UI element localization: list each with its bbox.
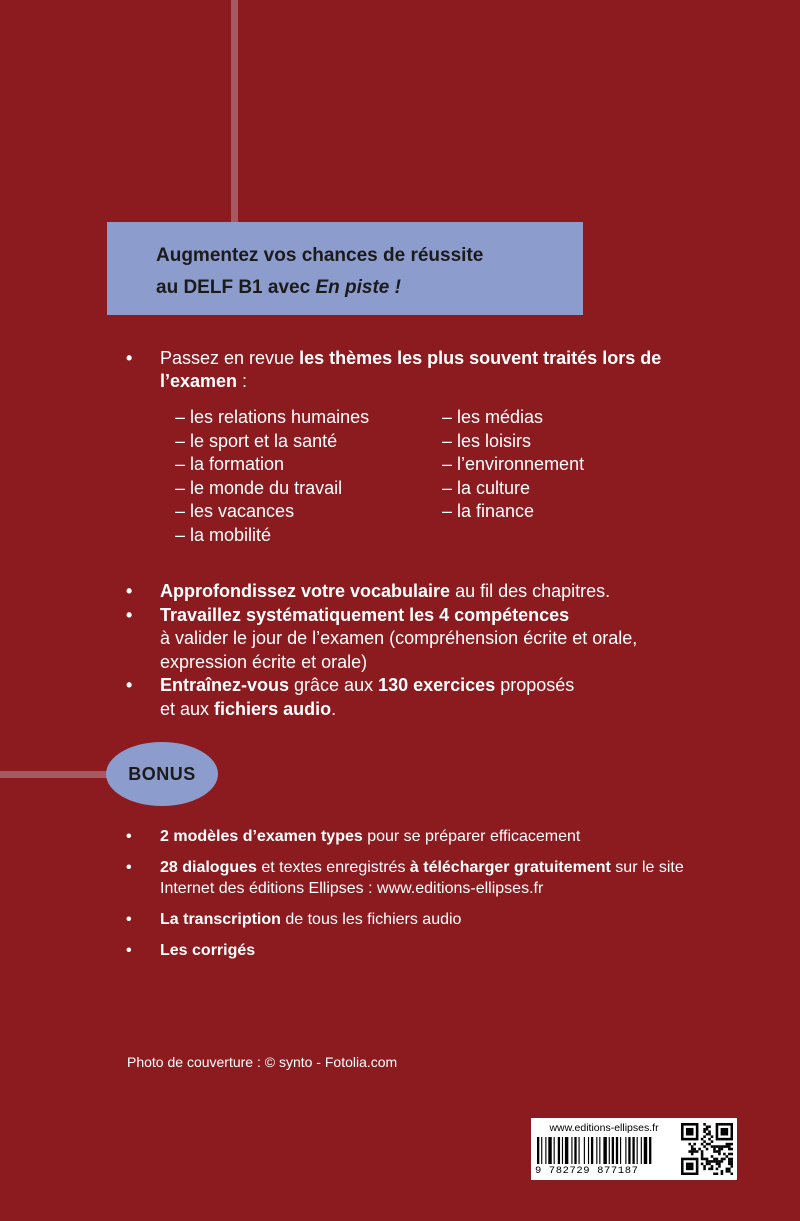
qr-code-icon [681, 1123, 733, 1175]
theme-item: – le monde du travail [175, 477, 343, 498]
theme-item: – la mobilité [175, 524, 272, 545]
theme-item: – le sport et la santé [175, 430, 338, 451]
bonus-label: BONUS [106, 742, 218, 806]
headline [156, 240, 583, 304]
barcode-digits: 9 782729 877187 [535, 1165, 639, 1177]
bonus-dialogues-bold2: à télécharger gratuitement [409, 859, 611, 876]
theme-item: – l’environnement [442, 454, 585, 474]
point-exercises-bold1: Entraînez-vous [160, 675, 290, 695]
photo-credit: Photo de couverture : © synto - Fotolia.com [127, 1054, 398, 1070]
headline-line2-prefix: au DELF B1 avec [156, 277, 316, 298]
point-exercises-end: . [331, 698, 337, 719]
bonus-transcription [126, 909, 726, 930]
themes-intro-bold: les thèmes les plus souvent traités lors de l’examen [160, 348, 662, 391]
bonus-transcription-bold: La transcription [160, 911, 281, 928]
headline-title-italic: En piste ! [315, 277, 401, 298]
point-exercises [126, 674, 726, 721]
point-exercises-line2-prefix: et aux [160, 698, 215, 719]
theme-item: – les relations humaines [175, 407, 370, 427]
point-competences-bold: Travaillez systématiquement les 4 compétences [160, 604, 570, 625]
headline-box [107, 222, 583, 315]
bonus-corrections [126, 940, 726, 961]
key-points-list [126, 580, 726, 721]
bonus-exam-models-rest: pour se préparer efficacement [362, 828, 581, 845]
barcode-bars [537, 1137, 675, 1164]
themes-intro-list [126, 347, 686, 393]
point-exercises-bold3: fichiers audio [214, 698, 332, 719]
themes-intro-suffix: : [237, 371, 248, 391]
decorative-vertical-line [231, 0, 238, 222]
headline-line1: Augmentez vos chances de réussite [156, 245, 484, 266]
point-exercises-mid1: grâce aux [289, 675, 379, 695]
bonus-corrections-bold: Les corrigés [160, 942, 256, 959]
theme-item: – les loisirs [442, 430, 532, 451]
point-vocabulary-rest: au fil des chapitres. [450, 581, 611, 601]
point-competences [126, 604, 726, 675]
point-exercises-mid2: proposés [495, 675, 575, 695]
theme-item: – la finance [442, 501, 535, 521]
themes-intro-regular: Passez en revue [160, 348, 300, 368]
barcode-panel [531, 1118, 737, 1180]
bonus-dialogues-bold1: 28 dialogues [160, 859, 257, 876]
point-competences-rest: à valider le jour de l’examen (compréhension écrite et orale, expression écrite et orale) [160, 628, 638, 672]
point-exercises-bold2: 130 exercices [378, 675, 496, 695]
bonus-dialogues-mid: et textes enregistrés [256, 859, 410, 876]
theme-item: – les vacances [175, 501, 295, 521]
point-vocabulary-bold: Approfondissez votre vocabulaire [160, 581, 451, 601]
theme-item: – les médias [442, 407, 544, 427]
point-vocabulary [126, 580, 726, 604]
themes-grid [175, 406, 655, 547]
theme-item: – la formation [175, 454, 285, 474]
themes-intro-item [126, 347, 686, 393]
bonus-dialogues-rest: sur le site Internet des éditions Ellipses : www.editions-ellipses.fr [160, 859, 684, 897]
bonus-transcription-rest: de tous les fichiers audio [280, 911, 462, 928]
barcode-url: www.editions-ellipses.fr [549, 1122, 659, 1134]
bonus-list [126, 826, 726, 971]
bonus-dialogues [126, 857, 726, 899]
theme-item: – la culture [442, 477, 531, 498]
decorative-horizontal-line [0, 771, 110, 778]
bonus-exam-models-bold: 2 modèles d’examen types [160, 828, 363, 845]
bonus-exam-models [126, 826, 726, 847]
